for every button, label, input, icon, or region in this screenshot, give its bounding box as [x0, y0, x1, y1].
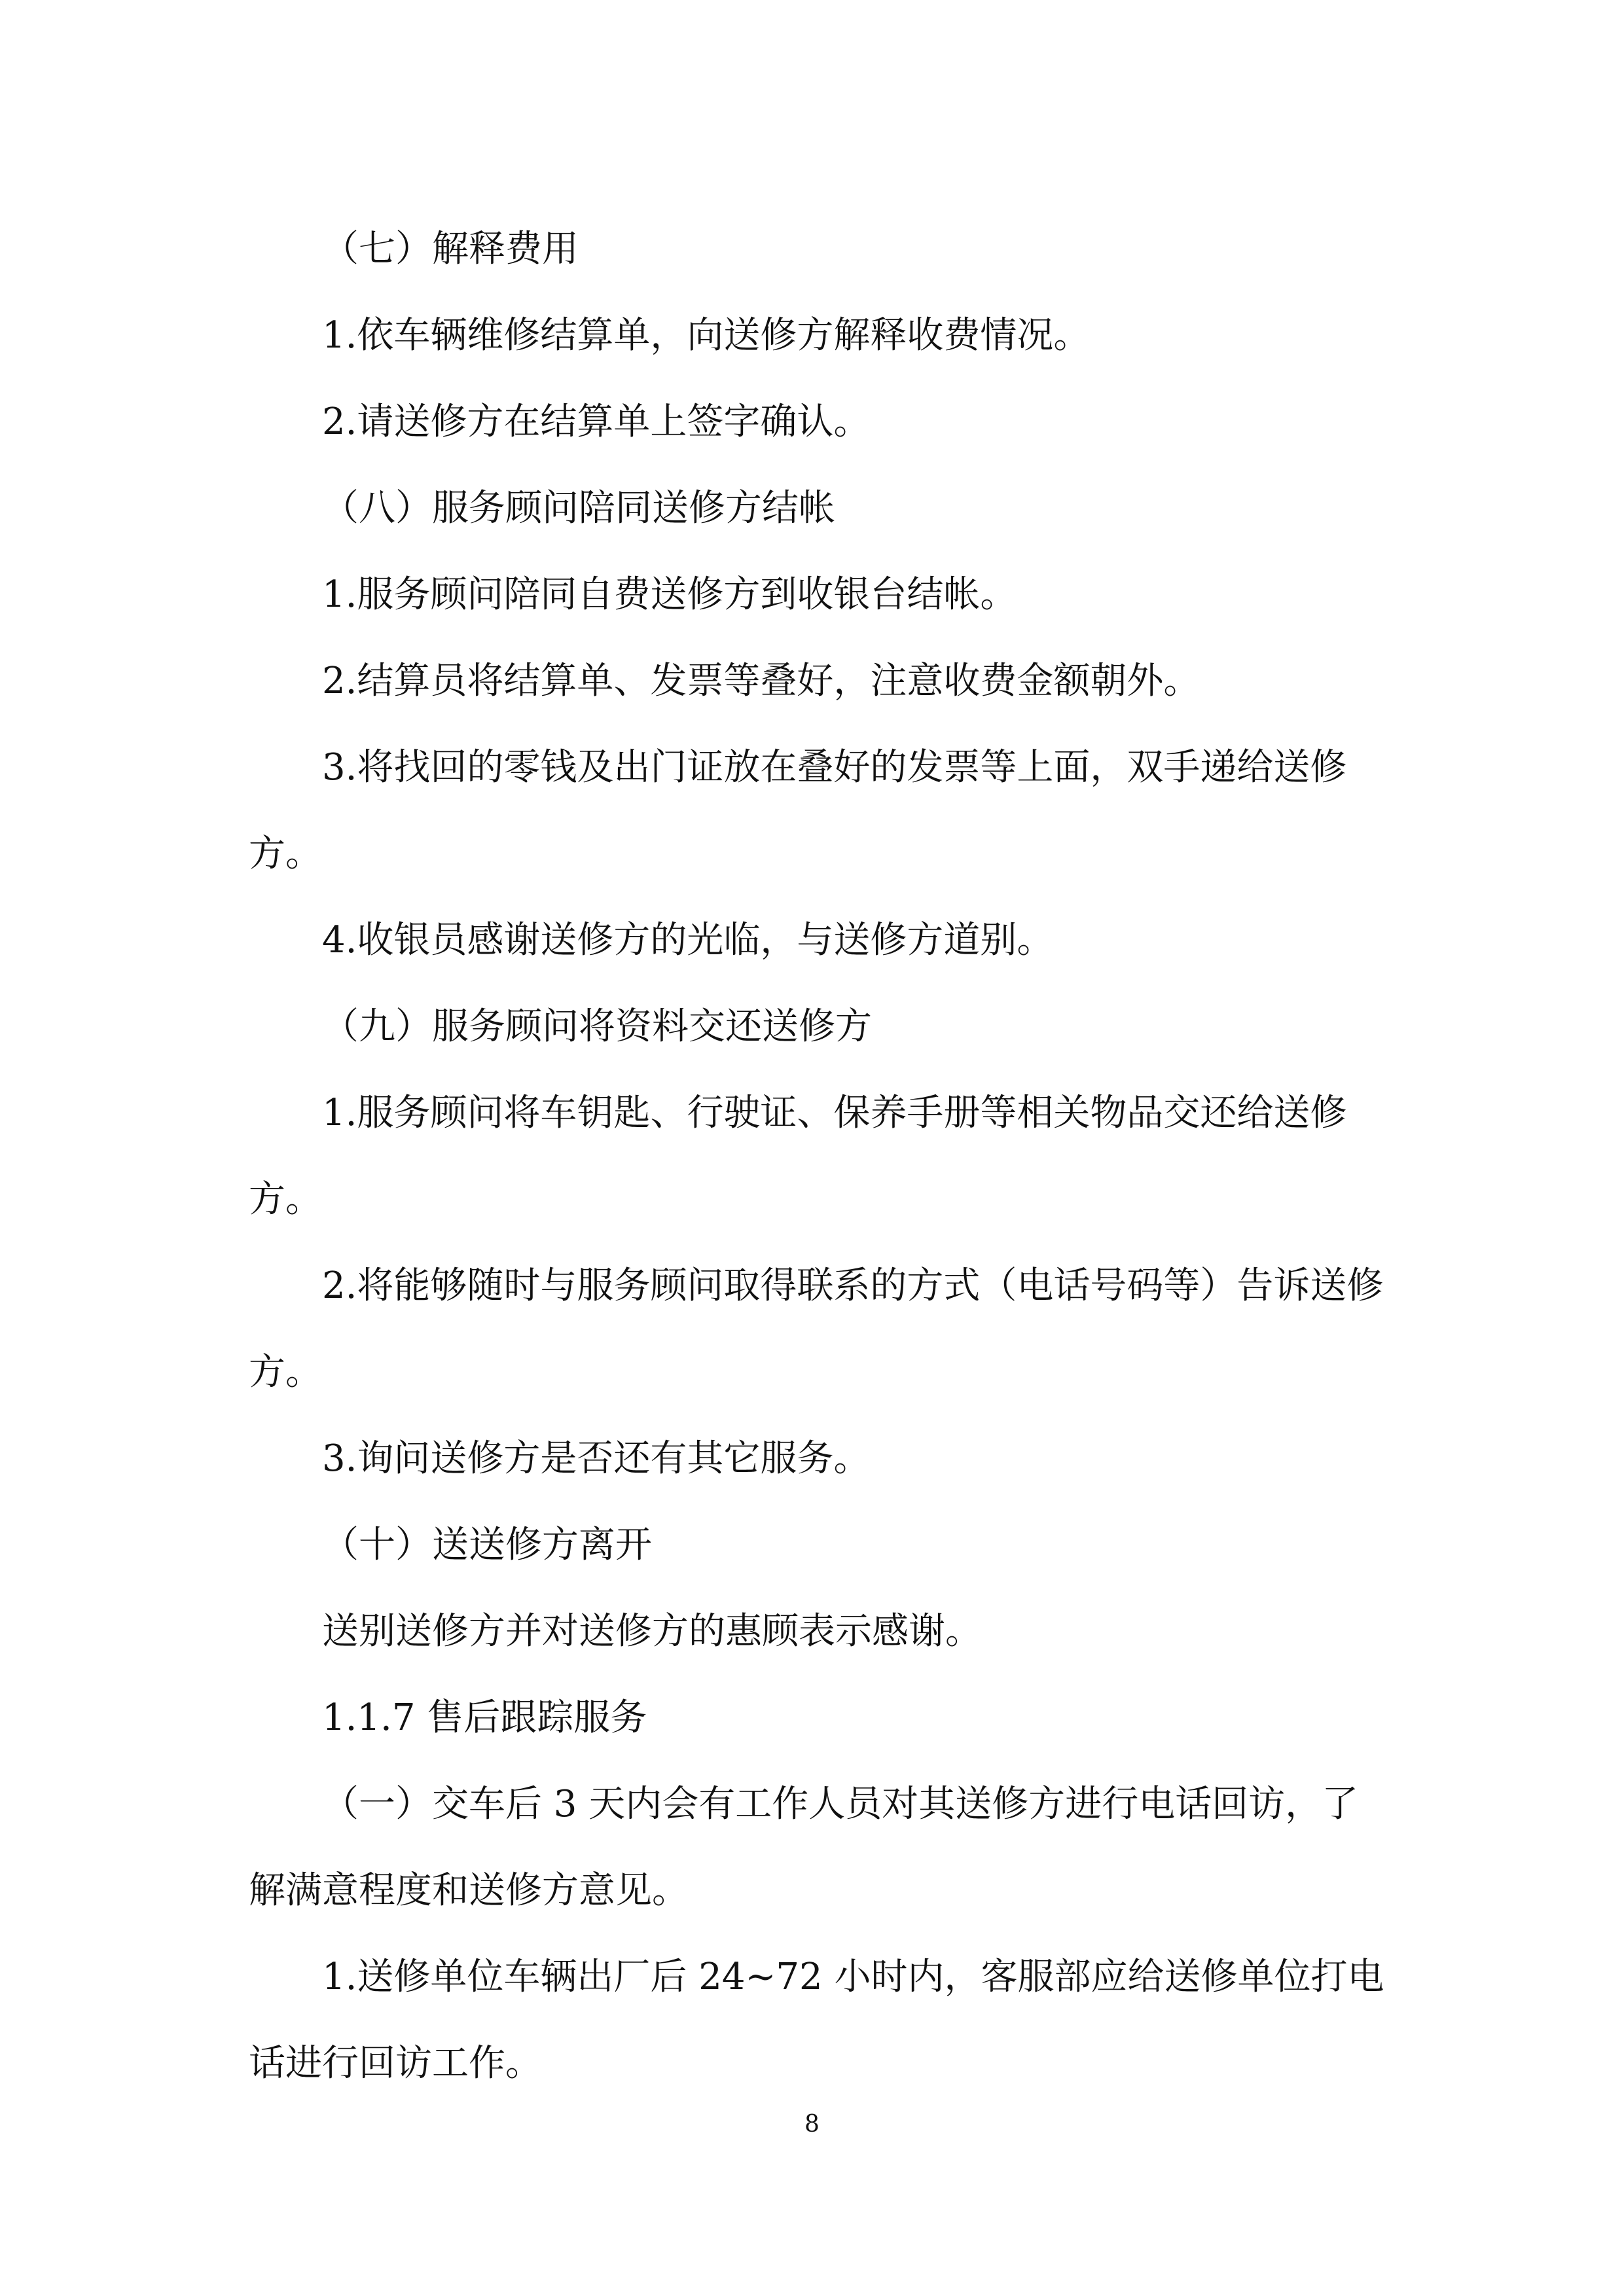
section-heading-7: （七）解释费用 — [322, 228, 579, 270]
section-heading-10: （十）送送修方离开 — [322, 1524, 652, 1566]
paragraph: 1.送修单位车辆出厂后 24~72 小时内，客服部应给送修单位打电话进行回访工作。 — [249, 1956, 1384, 2085]
paragraph: 4.收银员感谢送修方的光临，与送修方道别。 — [322, 919, 1054, 961]
paragraph: 1.服务顾问陪同自费送修方到收银台结帐。 — [322, 573, 1017, 616]
page-number: 8 — [804, 2111, 820, 2138]
paragraph: 1.服务顾问将车钥匙、行驶证、保养手册等相关物品交还给送修方。 — [249, 1092, 1347, 1221]
paragraph: 2.请送修方在结算单上签字确认。 — [322, 401, 871, 443]
section-heading-8: （八）服务顾问陪同送修方结帐 — [322, 487, 835, 529]
paragraph: 3.将找回的零钱及出门证放在叠好的发票等上面，双手递给送修方。 — [249, 746, 1347, 875]
paragraph: 3.询问送修方是否还有其它服务。 — [322, 1437, 871, 1480]
paragraph: 2.结算员将结算单、发票等叠好，注意收费金额朝外。 — [322, 660, 1200, 702]
paragraph: （一）交车后 3 天内会有工作人员对其送修方进行电话回访，了解满意程度和送修方意见。 — [249, 1783, 1359, 1912]
paragraph: 2.将能够随时与服务顾问取得联系的方式（电话号码等）告诉送修方。 — [249, 1265, 1384, 1393]
paragraph: 1.依车辆维修结算单，向送修方解释收费情况。 — [322, 314, 1091, 357]
paragraph: 送别送修方并对送修方的惠顾表示感谢。 — [322, 1610, 982, 1653]
subsection-heading: 1.1.7 售后跟踪服务 — [322, 1696, 647, 1739]
section-heading-9: （九）服务顾问将资料交还送修方 — [322, 1005, 872, 1048]
document-body — [249, 206, 1388, 2107]
